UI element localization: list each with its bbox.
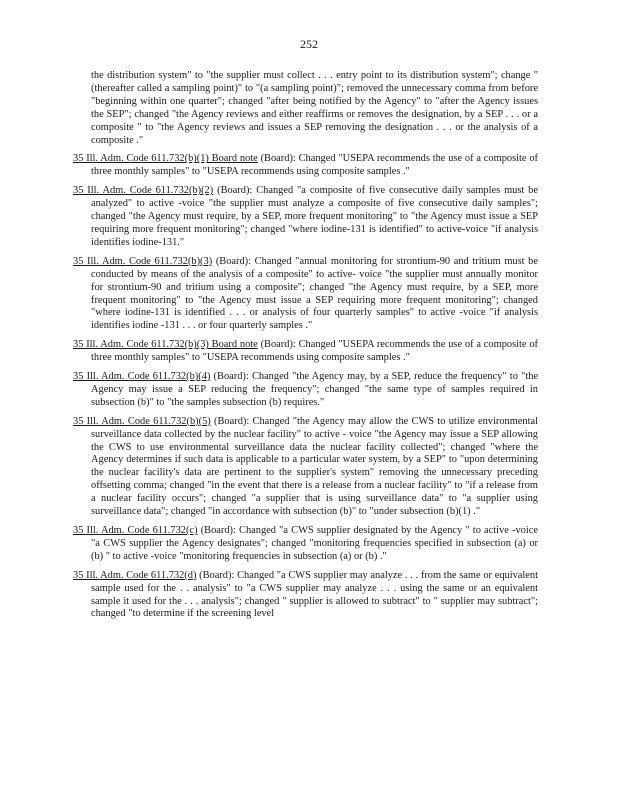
entry-b2 [73,185,538,250]
entry-text: (Board): Changed "a CWS supplier designated by the Agency " to active -voice "a CWS supplier the Agency designates"; changed "monitoring frequencies specified in subsection (a) or (b) " to active -voice "monitoring frequencies in subsection (a) or (b) ." [91,525,538,562]
citation: 35 Ill. Adm. Code 611.732(b)(1) Board note [73,153,258,165]
entry-b3 [73,256,538,333]
citation: 35 Ill. Adm. Code 611.732(d) [73,569,197,581]
entry-text: (Board): Changed "USEPA recommends the use of a composite of three monthly samples" to "USEPA recommends using composite samples ." [91,339,538,364]
entry-text: (Board): Changed "USEPA recommends the use of a composite of three monthly samples" to "USEPA recommends using composite samples ." [91,153,538,178]
citation: 35 Ill. Adm. Code 611.732(b)(2) [73,185,214,197]
page-body [73,70,538,621]
citation: 35 Ill. Adm. Code 611.732(b)(5) [73,415,211,427]
entry-text: (Board): Changed "the Agency may, by a SEP, reduce the frequency" to "the Agency may issue a SEP reducing the frequency"; changed "the same type of samples required in subsection (b)" to "the samples subsection (b) requires." [91,371,539,408]
entry-c [73,525,538,564]
entry-b3-board-note [73,339,538,365]
entry-text: (Board): Changed "annual monitoring for strontium-90 and tritium must be conducted by means of the analysis of a composite" to active- voice "the supplier must annually monitor for strontium-90 and tritium using a composite"; changed "the Agency must require, by a SEP, more frequent monitoring" to "the Agency must issue a SEP requiring more frequent monitoring"; changed "where iodine-131 is identified . . . or analysis of four quarterly samples" to active -voice "if analysis identifies iodine -131 . . . or four quarterly samples ." [91,255,538,332]
citation: 35 Ill. Adm. Code 611.732(b)(3) [73,255,213,267]
entry-d [73,570,538,622]
entry-b4 [73,371,538,410]
page-number: 252 [300,37,318,51]
entry-text: (Board): Changed "a composite of five consecutive daily samples must be analyzed" to active -voice "the supplier must analyze a composite of five consecutive daily samples"; changed "the Agency must require, by a SEP, more frequent monitoring" to "the Agency must issue a SEP requiring more frequent monitoring"; changed "where iodine-131 is identified" to active-voice "if analysis identifies iodine-131." [91,185,538,248]
continued-paragraph: the distribution system" to "the supplier must collect . . . entry point to its distribution system"; change "(thereafter called a sampling point)" to "(a sampling point)"; removed the unnecessary comma from before "beginning within one quarter"; changed "after being notified by the Agency" to "after the Agency issues the SEP"; changed "the Agency reviews and either reaffirms or removes the designation, by a SEP . . . or a composite " to "the Agency reviews and issues a SEP removing the designation . . . or the analysis of a composite ." [91,70,538,146]
entry-text: (Board): Changed "the Agency may allow the CWS to utilize environmental surveillance data collected by the nuclear facility" to active - voice "the Agency may issue a SEP allowing the CWS to use environmental surveillance data the nuclear facility collected"; changed "where the Agency determines if such data is applicable to a particular water system, by a SEP" to "upon determining the nuclear facility's data are pertinent to the supplier's system" removing the unnecessary preceding offsetting comma; changed "in the event that there is a release from a nuclear facility" to "if a release from a nuclear facility occurs"; changed "a supplier that is using surveillance data" to "a supplier using surveillance data"; changed "in accordance with subsection (b)" to "under subsection (b)(1) ." [91,415,539,518]
citation: 35 Ill. Adm. Code 611.732(b)(3) Board note [73,339,258,351]
entry-text: (Board): Changed "a CWS supplier may analyze . . . from the same or equivalent sample used for the . . analysis" to "a CWS supplier may analyze . . . using the same or an equivalent sample it used for the . . . analysis"; changed " supplier is allowed to subtract" to " supplier may subtract"; changed "to determine if the screening level [91,569,538,620]
citation: 35 Ill. Adm. Code 611.732(b)(4) [73,371,211,383]
entry-b1-board-note [73,153,538,179]
entry-b5 [73,416,538,519]
citation: 35 Ill. Adm. Code 611.732(c) [73,525,198,536]
